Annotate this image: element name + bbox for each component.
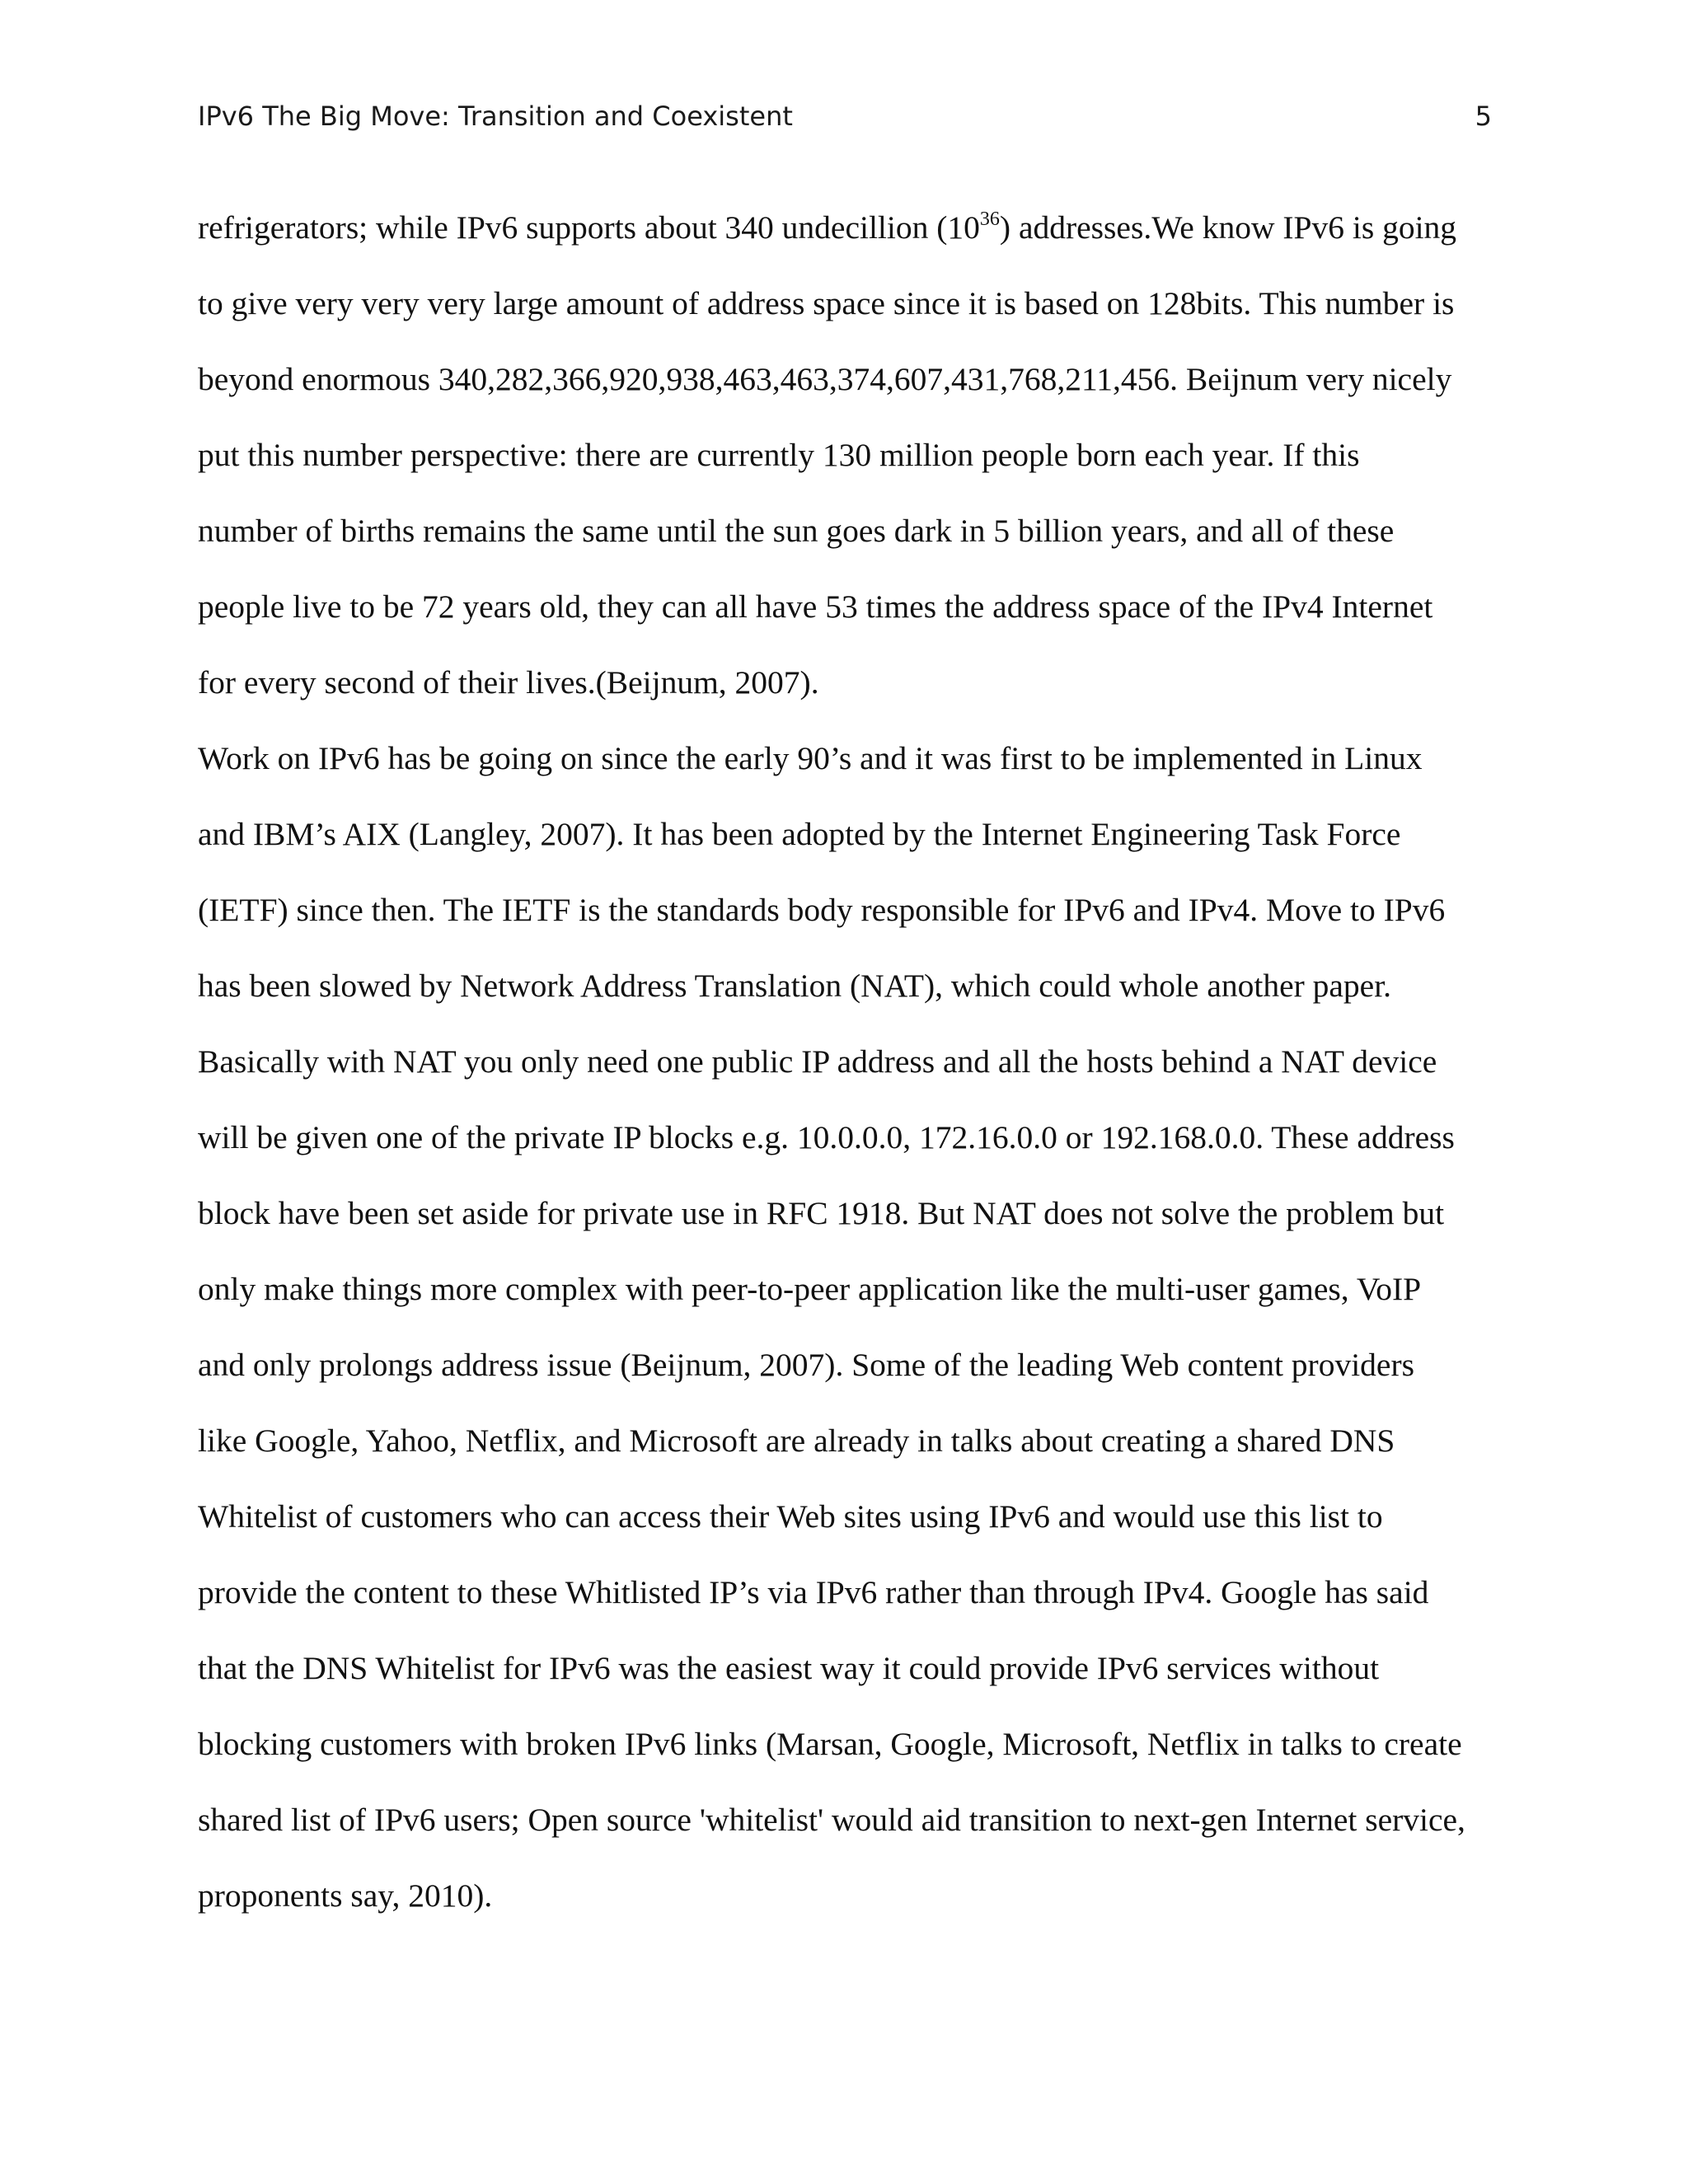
text-line: that the DNS Whitelist for IPv6 was the easiest way it could provide IPv6 services without xyxy=(198,1650,1380,1686)
text-line: people live to be 72 years old, they can all have 53 times the address space of the IPv4 Internet xyxy=(198,588,1433,625)
text-line: like Google, Yahoo, Netflix, and Microsoft are already in talks about creating a shared DNS xyxy=(198,1422,1395,1459)
text-line: will be given one of the private IP blocks e.g. 10.0.0.0, 172.16.0.0 or 192.168.0.0. These address xyxy=(198,1119,1455,1155)
text-line: proponents say, 2010). xyxy=(198,1877,493,1914)
page-number: 5 xyxy=(1475,101,1492,132)
text-line: put this number perspective: there are currently 130 million people born each year. If this xyxy=(198,437,1360,473)
text-line: for every second of their lives.(Beijnum, 2007). xyxy=(198,664,819,701)
body-text xyxy=(198,190,1500,1933)
text-line: and only prolongs address issue (Beijnum, 2007). Some of the leading Web content providers xyxy=(198,1347,1414,1383)
superscript-exponent: 36 xyxy=(979,208,1000,230)
text-line: Work on IPv6 has be going on since the early 90’s and it was first to be implemented in Linux xyxy=(198,740,1423,776)
text-line: number of births remains the same until the sun goes dark in 5 billion years, and all of these xyxy=(198,513,1395,549)
text-run: refrigerators; while IPv6 supports about 340 undecillion (10 xyxy=(198,209,980,246)
text-line: to give very very very large amount of address space since it is based on 128bits. This number is xyxy=(198,285,1455,321)
text-line: has been slowed by Network Address Translation (NAT), which could whole another paper. xyxy=(198,968,1392,1004)
text-line: (IETF) since then. The IETF is the standards body responsible for IPv6 and IPv4. Move to IPv6 xyxy=(198,892,1446,928)
text-line: blocking customers with broken IPv6 links (Marsan, Google, Microsoft, Netflix in talks to create xyxy=(198,1726,1462,1762)
text-line: shared list of IPv6 users; Open source 'whitelist' would aid transition to next-gen Internet service, xyxy=(198,1802,1465,1838)
text-line: beyond enormous 340,282,366,920,938,463,463,374,607,431,768,211,456. Beijnum very nicely xyxy=(198,361,1452,397)
text-line: Basically with NAT you only need one public IP address and all the hosts behind a NAT device xyxy=(198,1043,1437,1080)
text-line: only make things more complex with peer-to-peer application like the multi-user games, VoIP xyxy=(198,1271,1422,1307)
text-line: provide the content to these Whitlisted IP’s via IPv6 rather than through IPv4. Google has said xyxy=(198,1574,1429,1610)
running-head xyxy=(198,96,1492,137)
text-line xyxy=(198,190,1500,265)
text-run: ) addresses.We know IPv6 is going xyxy=(999,209,1457,246)
running-head-title: IPv6 The Big Move: Transition and Coexistent xyxy=(198,101,793,132)
text-line: and IBM’s AIX (Langley, 2007). It has been adopted by the Internet Engineering Task Force xyxy=(198,816,1401,852)
text-line: Whitelist of customers who can access their Web sites using IPv6 and would use this list to xyxy=(198,1498,1383,1535)
text-line: block have been set aside for private use in RFC 1918. But NAT does not solve the problem but xyxy=(198,1195,1445,1231)
